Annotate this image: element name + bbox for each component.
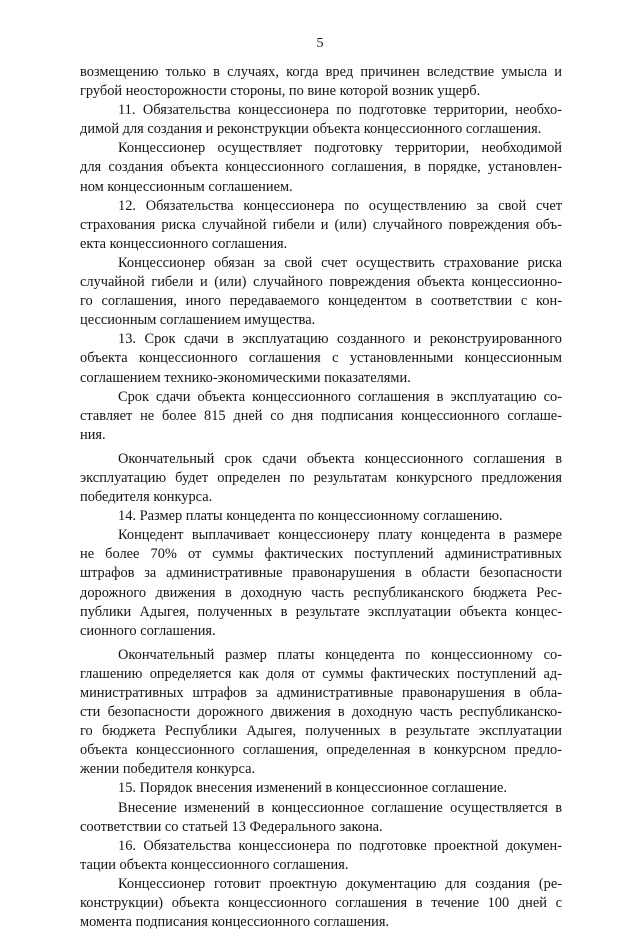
paragraph [80,526,562,641]
text-line: дорожного движения в доходную часть республиканского бюджета Рес- [80,584,562,601]
text-line: страхования риска случайной гибели и (или) случайного повреждения объ- [80,216,562,233]
paragraph [80,197,562,254]
text-line: 16. Обязательства концессионера по подготовке проектной докумен- [118,837,562,854]
paragraph [80,875,562,932]
paragraph [80,450,562,507]
text-line: эксплуатацию будет определен по результатам конкурсного предложения [80,469,562,486]
document-body [80,63,562,932]
text-line: министративных штрафов за административные правонарушения в обла- [80,685,562,701]
text-line: для создания объекта концессионного соглашения, в порядке, установлен- [80,159,562,176]
text-line: 13. Срок сдачи в эксплуатацию созданного и реконструированного [118,331,562,348]
text-line: глашению определяется как доля от суммы фактических поступлений ад- [80,665,562,682]
text-line: тации объекта концессионного соглашения. [80,856,349,873]
paragraph [80,646,562,780]
text-line: Внесение изменений в концессионное соглашение осуществляется в [118,799,562,816]
paragraph [80,63,562,101]
text-line: случайной гибели и (или) случайного повреждения объекта концессионно- [80,274,562,291]
text-line: возмещению только в случаях, когда вред причинен вследствие умысла и [80,64,562,80]
text-line: го соглашения, иного передаваемого концедентом в соответствии с кон- [80,293,562,310]
text-line: Концедент выплачивает концессионеру плату концедента в размере [118,527,562,544]
paragraph [80,779,562,798]
text-line: 11. Обязательства концессионера по подготовке территории, необхо- [118,102,562,119]
paragraph [80,254,562,330]
text-line: конструкции) объекта концессионного соглашения в течение 100 дней с [80,895,562,912]
text-line: го бюджета Республики Адыгея, полученных в результате эксплуатации [80,723,562,740]
text-line: штрафов за административные правонарушения в области безопасности [80,565,562,582]
text-line: Окончательный размер платы концедента по концессионному со- [118,646,562,663]
text-line: ном концессионным соглашением. [80,178,293,195]
text-line: Концессионер осуществляет подготовку территории, необходимой [118,140,562,157]
paragraph [80,799,562,837]
text-line: екта концессионного соглашения. [80,235,288,252]
paragraph [80,139,562,196]
text-line: сионного соглашения. [80,622,216,639]
paragraph [80,388,562,445]
paragraph [80,330,562,387]
text-line: димой для создания и реконструкции объекта концессионного соглашения. [80,121,542,138]
paragraph [80,837,562,875]
text-line: Концессионер обязан за свой счет осуществить страхование риска [118,254,562,271]
text-line: Концессионер готовит проектную документацию для создания (ре- [118,875,562,892]
paragraph [80,101,562,139]
text-line: не более 70% от суммы фактических поступлений административных [80,546,562,563]
text-line: победителя конкурса. [80,489,213,506]
text-line: Срок сдачи объекта концессионного соглашения в эксплуатацию со- [118,388,562,405]
page-number: 5 [316,36,324,51]
text-line: ния. [80,426,106,443]
text-line: соответствии со статьей 13 Федерального закона. [80,818,383,835]
text-line: грубой неосторожности стороны, по вине которой возник ущерб. [80,83,481,100]
text-line: 12. Обязательства концессионера по осуществлению за свой счет [118,197,562,214]
text-line: соглашением технико-экономическими показателями. [80,369,411,386]
paragraph [80,507,562,526]
text-line: жении победителя конкурса. [80,761,256,778]
text-line: цессионным соглашением имущества. [80,312,316,329]
text-line: объекта концессионного соглашения с установленными концессионным [80,350,562,367]
text-line: сти безопасности дорожного движения в доходную часть республиканско- [80,704,562,721]
text-line: Окончательный срок сдачи объекта концессионного соглашения в [118,450,562,467]
text-line: объекта концессионного соглашения, определенная в конкурсном предло- [80,742,562,759]
text-line: публики Адыгея, полученных в результате эксплуатации объекта концес- [80,603,562,620]
text-line: 15. Порядок внесения изменений в концессионное соглашение. [118,780,507,797]
text-line: 14. Размер платы концедента по концессионному соглашению. [118,508,503,525]
text-line: ставляет не более 815 дней со дня подписания концессионного соглаше- [80,407,562,424]
text-line: момента подписания концессионного соглашения. [80,914,390,931]
